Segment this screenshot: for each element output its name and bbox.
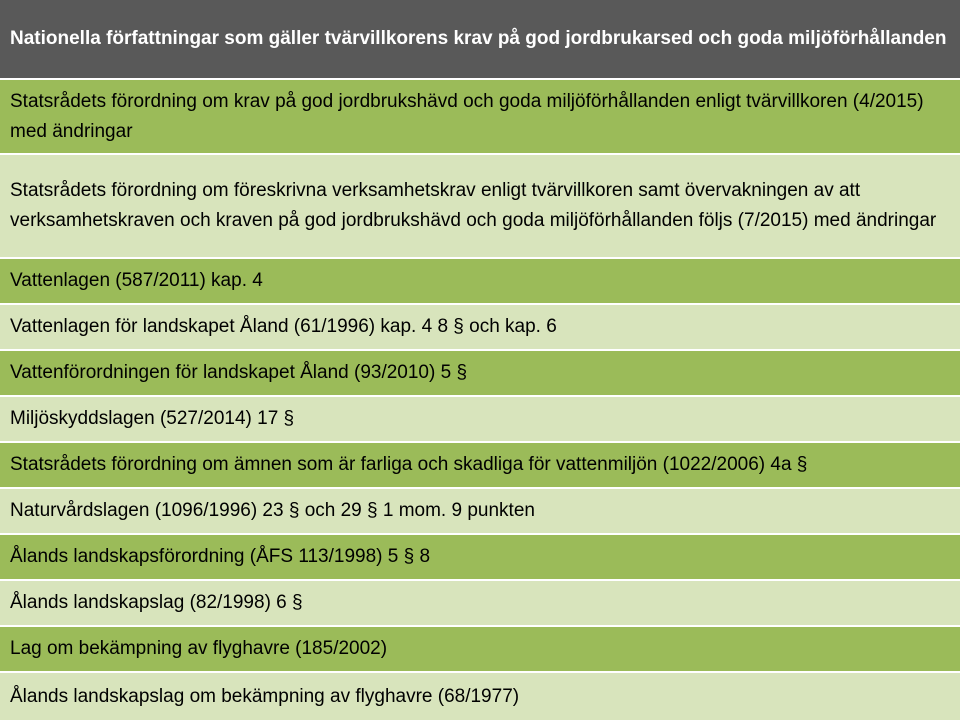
table-row <box>0 305 960 351</box>
table-row <box>0 155 960 259</box>
table-row-text: Ålands landskapslag om bekämpning av flyghavre (68/1977) <box>10 685 520 707</box>
table-header <box>0 0 960 80</box>
table-row-text: Miljöskyddslagen (527/2014) 17 § <box>10 408 295 429</box>
table-row-text: Vattenlagen (587/2011) kap. 4 <box>10 270 263 291</box>
table-row-text: Vattenlagen för landskapet Åland (61/1996) kap. 4 8 § och kap. 6 <box>10 316 557 337</box>
table-row <box>0 351 960 397</box>
table-row-text: Statsrådets förordning om ämnen som är farliga och skadliga för vattenmiljön (1022/2006) 4a § <box>10 454 808 475</box>
table-header-text: Nationella författningar som gäller tvärvillkorens krav på god jordbrukarsed och goda miljöförhållanden <box>10 28 947 49</box>
table-row <box>0 489 960 535</box>
table-row <box>0 581 960 627</box>
table-row <box>0 673 960 720</box>
table-row <box>0 397 960 443</box>
table-row <box>0 80 960 155</box>
table-row-text: Statsrådets förordning om krav på god jordbrukshävd och goda miljöförhållanden enligt tvärvillkoren (4/2015) med ändringar <box>10 90 924 142</box>
table-row-text: Vattenförordningen för landskapet Åland (93/2010) 5 § <box>10 362 468 383</box>
table-row-text: Statsrådets förordning om föreskrivna verksamhetskrav enligt tvärvillkoren samt övervakningen av att verksamhetskraven och kraven på god jordbrukshävd och goda miljöförhållanden följs (7/2015) med ändringar <box>10 180 937 231</box>
table-row <box>0 535 960 581</box>
table-row-text: Naturvårdslagen (1096/1996) 23 § och 29 § 1 mom. 9 punkten <box>10 500 535 521</box>
table-row <box>0 259 960 305</box>
table-row-text: Ålands landskapsförordning (ÅFS 113/1998) 5 § 8 <box>10 546 431 567</box>
table-row-text: Lag om bekämpning av flyghavre (185/2002) <box>10 638 388 659</box>
table-row <box>0 627 960 673</box>
table-row <box>0 443 960 489</box>
table-row-text: Ålands landskapslag (82/1998) 6 § <box>10 592 303 613</box>
